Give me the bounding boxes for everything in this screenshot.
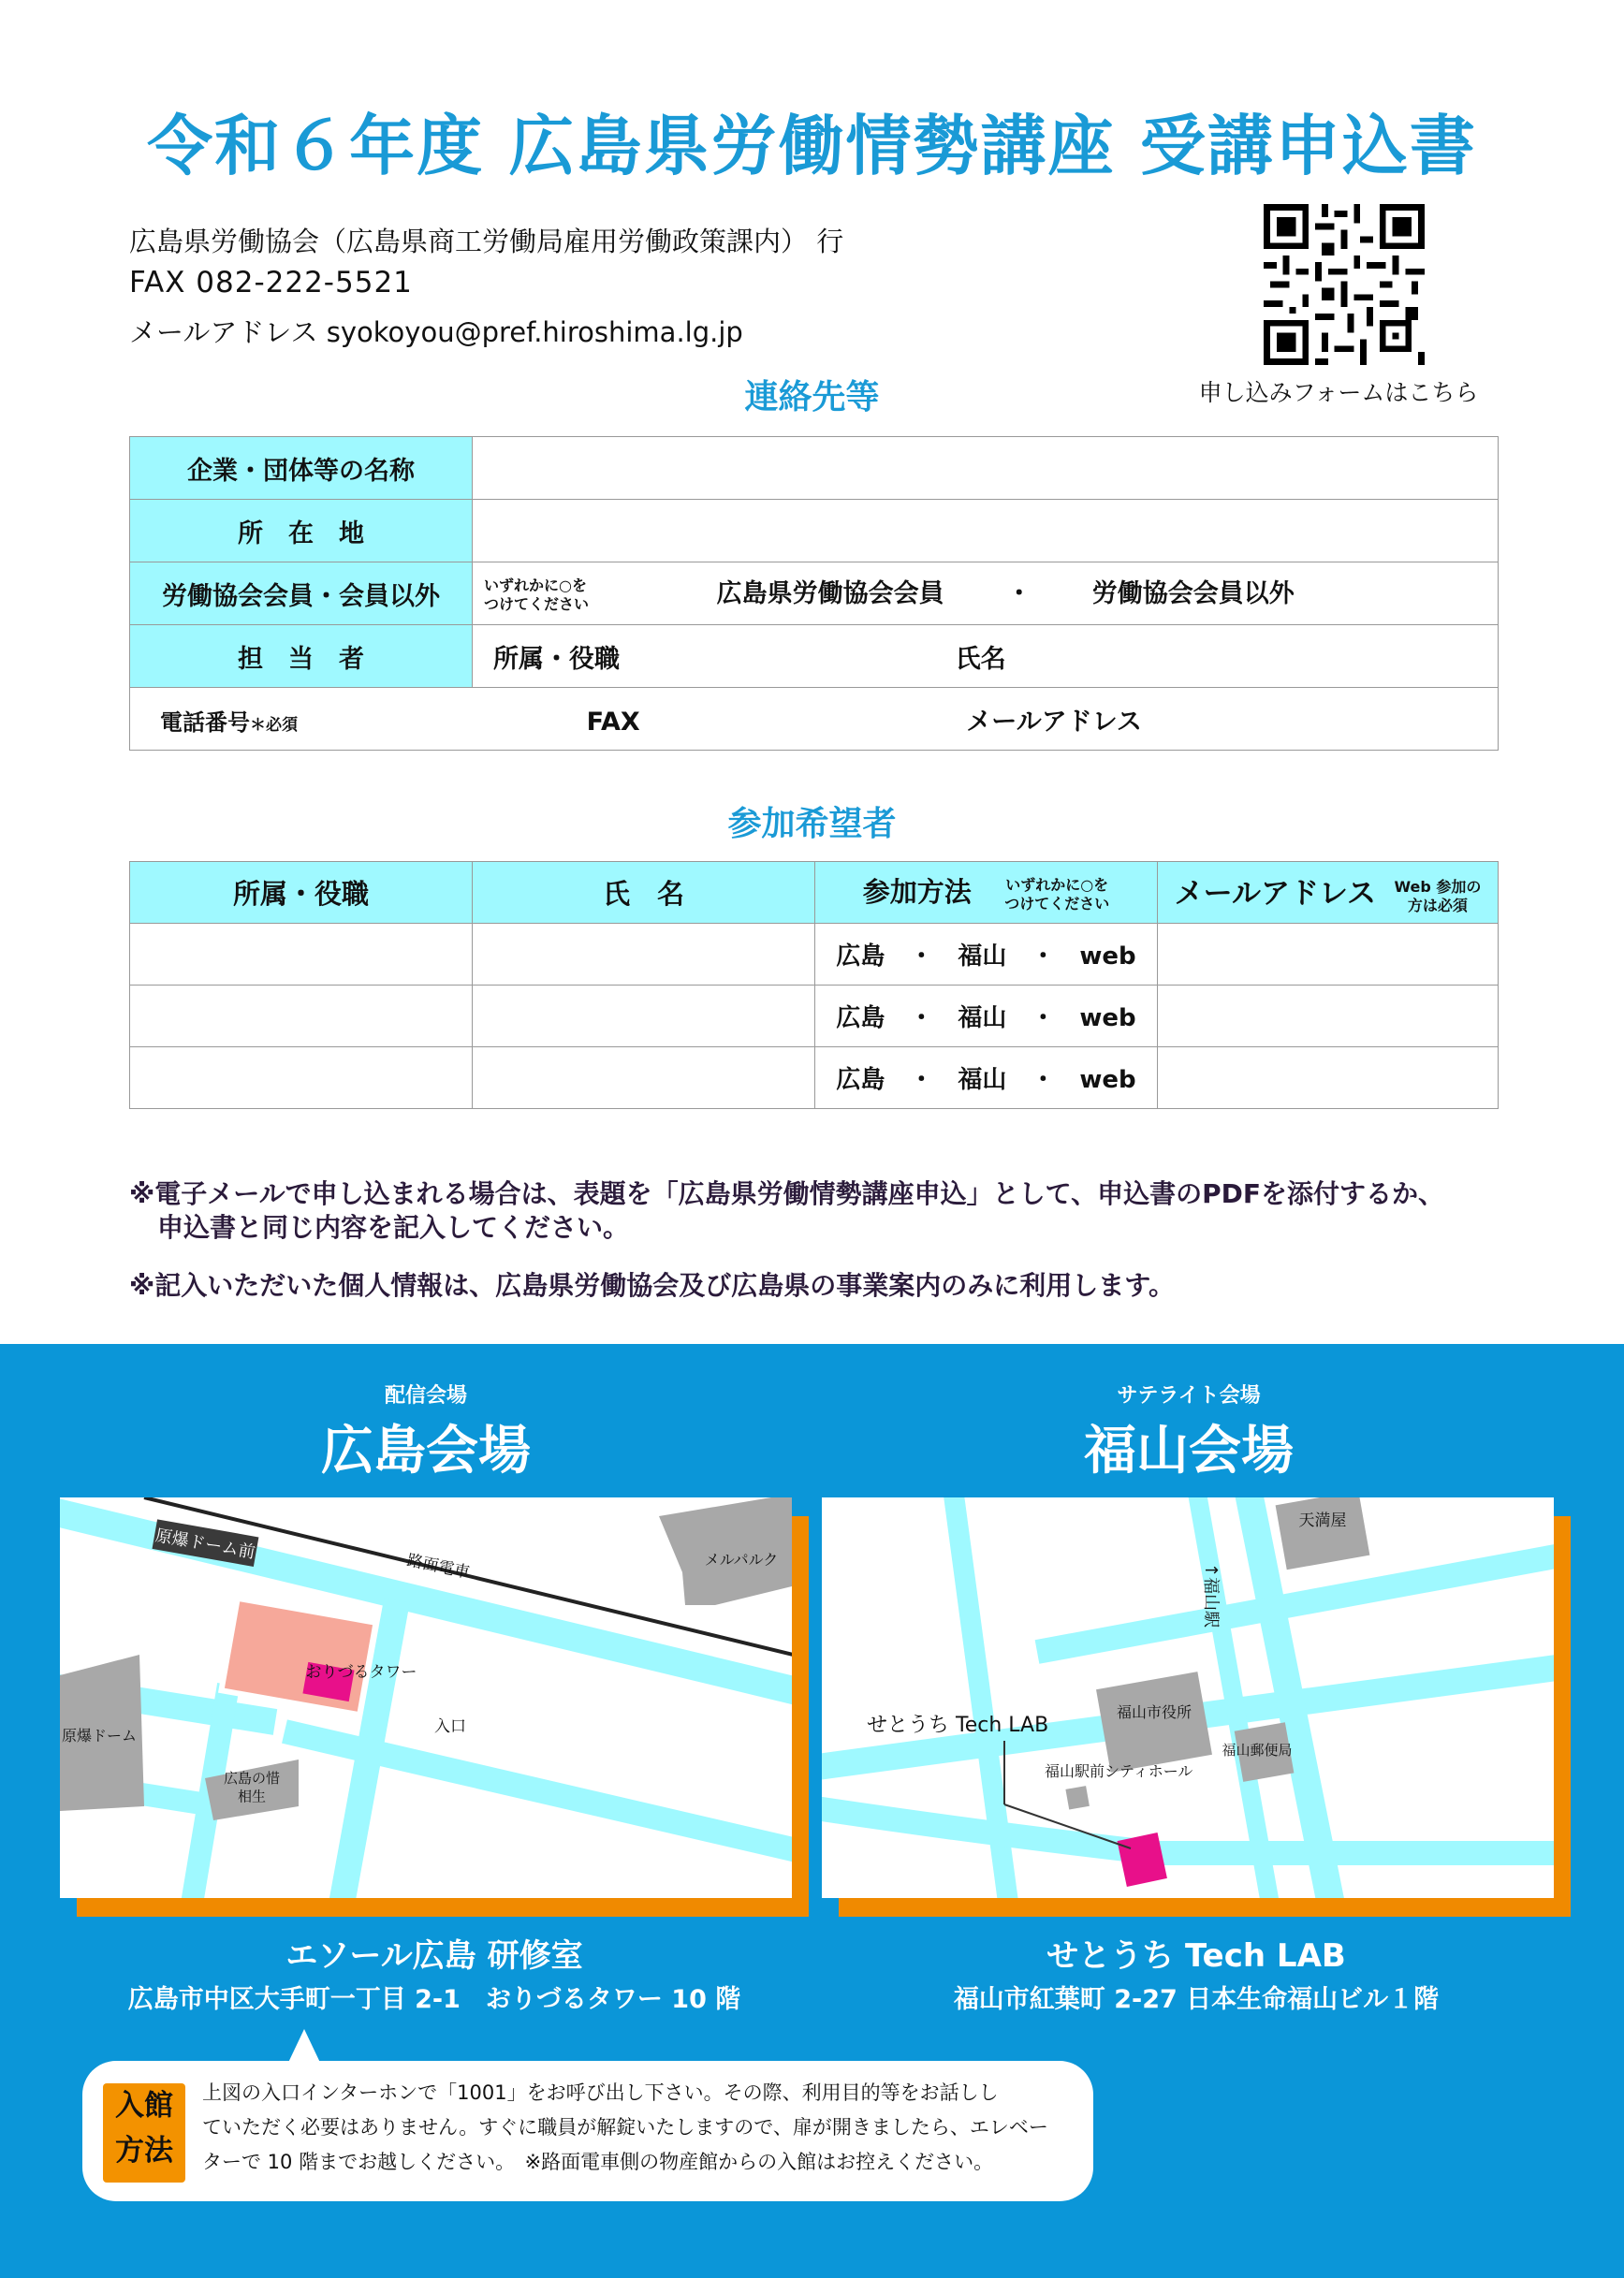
map-tram-stop: 原爆ドーム前 <box>154 1526 257 1563</box>
person-field[interactable] <box>473 625 1499 688</box>
phone-label: 電話番号 <box>160 708 250 736</box>
mail-cell[interactable] <box>1158 924 1499 986</box>
col-mail: メールアドレス <box>1174 877 1377 912</box>
map-parco: メルパルク <box>704 1551 779 1569</box>
col-name: 氏 名 <box>473 862 815 924</box>
member-label: 労働協会会員・会員以外 <box>130 562 473 625</box>
dept-label: 所属・役職 <box>493 644 620 674</box>
hiroshima-address: 広島市中区大手町一丁目 2-1 おりづるタワー 10 階 <box>127 1985 741 2014</box>
map-hall: 福山駅前シティホール <box>1045 1762 1193 1780</box>
qr-caption: 申し込みフォームはこちら <box>1198 379 1479 406</box>
company-label: 企業・団体等の名称 <box>130 437 473 500</box>
map-tram: 路面電車 <box>404 1551 472 1584</box>
map-tower: おりづるタワー <box>305 1663 417 1682</box>
phone-required: ＊必須 <box>250 715 298 735</box>
col-mail-cell <box>1158 862 1499 924</box>
table-row <box>130 924 1499 986</box>
company-field[interactable] <box>473 437 1499 500</box>
note-line-2: 申込書と同じ内容を記入してください。 <box>157 1212 630 1243</box>
mail-label: メールアドレス <box>966 707 1142 737</box>
participants-heading: 参加希望者 <box>727 805 897 843</box>
name-label: 氏名 <box>955 644 1006 674</box>
col-method: 参加方法 <box>862 876 972 909</box>
name-cell[interactable] <box>473 986 815 1047</box>
member-field[interactable] <box>473 562 1499 625</box>
fukuyama-place: せとうち Tech LAB <box>1046 1937 1346 1975</box>
method-cell[interactable]: 広島 ・ 福山 ・ web <box>815 986 1158 1047</box>
dept-cell[interactable] <box>130 924 473 986</box>
hiroshima-place: エソール広島 研修室 <box>285 1937 583 1975</box>
name-cell[interactable] <box>473 924 815 986</box>
dept-cell[interactable] <box>130 986 473 1047</box>
location-label: 所 在 地 <box>130 500 473 562</box>
hiroshima-name: 広島会場 <box>321 1421 531 1482</box>
phone-row[interactable] <box>130 688 1499 751</box>
map-station: ↑福山駅 <box>1201 1563 1221 1628</box>
method-cell[interactable]: 広島 ・ 福山 ・ web <box>815 1047 1158 1109</box>
member-option-a[interactable]: 広島県労働協会会員 <box>716 579 944 609</box>
mail-cell[interactable] <box>1158 986 1499 1047</box>
contact-table <box>129 436 1499 751</box>
location-field[interactable] <box>473 500 1499 562</box>
note-line-3: ※記入いただいた個人情報は、広島県労働協会及び広島県の事業案内のみに利用します。 <box>129 1270 1175 1301</box>
note-line-1: ※電子メールで申し込まれる場合は、表題を「広島県労働情勢講座申込」として、申込書のPDFを添付するか、 <box>129 1178 1444 1209</box>
recipient-fax: FAX 082-222-5521 <box>129 266 413 299</box>
col-mail-note: Web 参加の 方は必須 <box>1394 877 1482 914</box>
page-title: 令和６年度 広島県労働情勢講座 受講申込書 <box>147 108 1477 184</box>
map-tenmaya: 天満屋 <box>1298 1511 1347 1530</box>
member-separator: ・ <box>1006 579 1032 609</box>
hiroshima-map[interactable] <box>60 1497 792 1898</box>
map-entrance: 入口 <box>434 1717 466 1736</box>
map-city-hall: 福山市役所 <box>1116 1703 1192 1721</box>
member-option-b[interactable]: 労働協会会員以外 <box>1091 579 1295 609</box>
map-lab: せとうち Tech LAB <box>867 1714 1049 1737</box>
qr-code-icon[interactable] <box>1264 204 1425 365</box>
map-dome: 原爆ドーム <box>61 1727 138 1745</box>
dept-cell[interactable] <box>130 1047 473 1109</box>
name-cell[interactable] <box>473 1047 815 1109</box>
method-cell[interactable]: 広島 ・ 福山 ・ web <box>815 924 1158 986</box>
contact-heading: 連絡先等 <box>744 378 880 416</box>
recipient-org: 広島県労働協会（広島県商工労働局雇用労働政策課内） 行 <box>129 226 844 257</box>
participants-table <box>129 861 1499 1109</box>
col-dept: 所属・役職 <box>130 862 473 924</box>
map-post: 福山郵便局 <box>1222 1742 1293 1759</box>
table-row <box>130 1047 1499 1109</box>
person-label: 担 当 者 <box>130 625 473 688</box>
table-row <box>130 986 1499 1047</box>
fukuyama-map[interactable] <box>822 1497 1554 1898</box>
entry-label: 入館 方法 <box>103 2083 185 2183</box>
entry-text: 上図の入口インターホンで「1001」をお呼び出し下さい。その際、利用目的等をお話しし ていただく必要はありません。すぐに職員が解錠いたしますので、扉が開きましたら、エレベー ターで 10 階までお越しください。 ※路面電車側の物産館からの入館はお控えください。 <box>202 2081 1048 2173</box>
map-shrine: 広島の惜相生 <box>223 1770 281 1805</box>
col-method-note: いずれかに○を つけてください <box>1004 875 1110 913</box>
fax-label: FAX <box>586 707 640 737</box>
recipient-email[interactable]: メールアドレス syokoyou@pref.hiroshima.lg.jp <box>129 316 743 348</box>
col-method-cell <box>815 862 1158 924</box>
fukuyama-name: 福山会場 <box>1084 1421 1294 1482</box>
fukuyama-sub: サテライト会場 <box>1117 1384 1261 1408</box>
hiroshima-sub: 配信会場 <box>384 1384 467 1408</box>
member-note: いずれかに○を つけてください <box>484 576 590 613</box>
mail-cell[interactable] <box>1158 1047 1499 1109</box>
fukuyama-address: 福山市紅葉町 2-27 日本生命福山ビル１階 <box>953 1985 1440 2014</box>
